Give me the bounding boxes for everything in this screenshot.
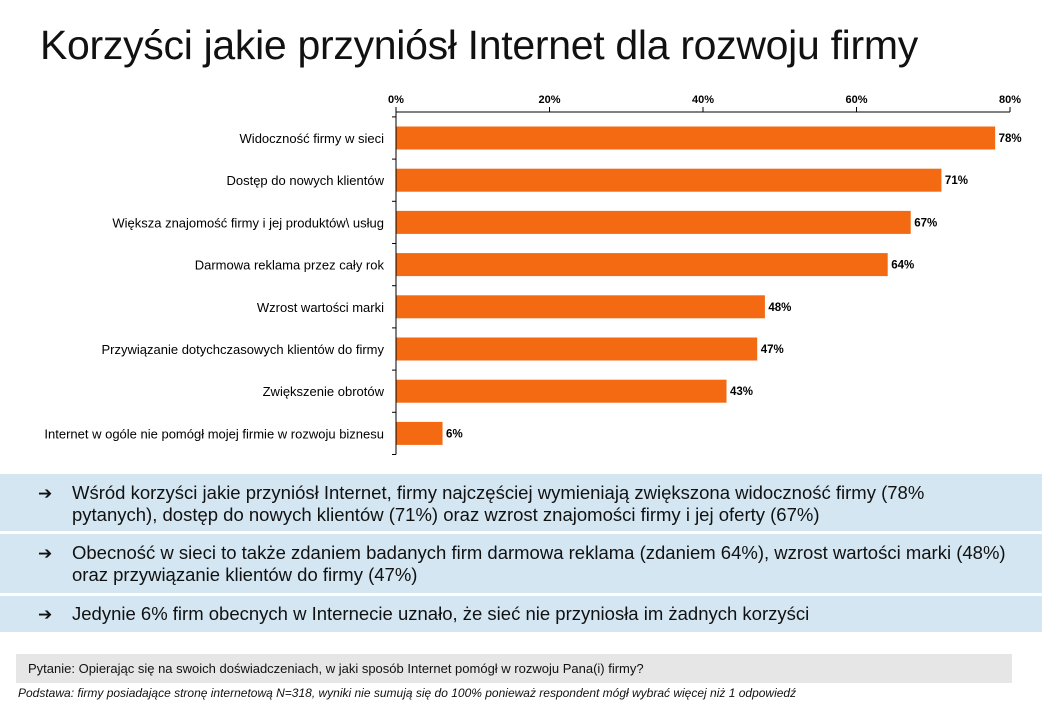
- arrow-right-icon: ➔: [38, 605, 53, 624]
- finding-box-3: [0, 596, 1042, 632]
- category-label: Wzrost wartości marki: [256, 299, 384, 315]
- bar-chart: [0, 85, 1042, 465]
- bar: [397, 295, 765, 318]
- base-note: Podstawa: firmy posiadające stronę internetową N=318, wyniki nie sumują się do 100% ponieważ respondent mógł wybrać więcej niż 1 odpowiedź: [18, 686, 797, 700]
- bar: [397, 211, 911, 234]
- survey-question: Pytanie: Opierając się na swoich doświadczeniach, w jaki sposób Internet pomógł w rozwoju Pana(i) firmy?: [28, 661, 644, 676]
- bar: [397, 253, 888, 276]
- category-label: Dostęp do nowych klientów: [226, 173, 384, 189]
- data-label: 78%: [998, 133, 1022, 145]
- finding-box-2: [0, 534, 1042, 593]
- bar: [397, 380, 727, 403]
- x-tick-label: 80%: [998, 94, 1022, 106]
- data-label: 43%: [730, 386, 754, 399]
- finding-box-1: [0, 474, 1042, 531]
- bar: [397, 169, 942, 192]
- category-label: Darmowa reklama przez cały rok: [194, 257, 384, 273]
- x-tick-label: 0%: [388, 94, 404, 106]
- x-tick-label: 40%: [691, 94, 715, 106]
- data-label: 71%: [944, 175, 968, 188]
- x-tick-label: 60%: [845, 94, 868, 106]
- bar: [397, 127, 996, 150]
- category-label: Przywiązanie dotychczasowych klientów do firmy: [101, 342, 384, 357]
- arrow-right-icon: ➔: [38, 544, 53, 563]
- data-label: 48%: [768, 301, 792, 314]
- finding-text-1: Wśród korzyści jakie przyniósł Internet, firmy najczęściej wymieniają zwiększona widoczność firmy (78% pytanych), dostęp do nowych klientów (71%) oraz wzrost znajomości firmy i jej oferty (67%): [72, 482, 925, 525]
- data-label: 6%: [446, 428, 463, 441]
- category-label: Widoczność firmy w sieci: [239, 131, 384, 146]
- bar: [397, 422, 443, 445]
- category-label: Zwiększenie obrotów: [262, 384, 384, 400]
- finding-text-2: Obecność w sieci to także zdaniem badanych firm darmowa reklama (zdaniem 64%), wzrost wartości marki (48%) oraz przywiązanie klientów do firmy (47%): [72, 542, 1006, 585]
- bar: [397, 338, 758, 361]
- data-label: 67%: [914, 217, 938, 230]
- question-box: [16, 654, 1012, 683]
- x-tick-label: 20%: [538, 94, 561, 106]
- data-label: 47%: [760, 344, 784, 356]
- arrow-right-icon: ➔: [38, 484, 53, 503]
- category-label: Większa znajomość firmy i jej produktów\ usług: [112, 215, 384, 231]
- data-label: 64%: [891, 259, 915, 272]
- finding-text-3: Jedynie 6% firm obecnych w Internecie uznało, że sieć nie przyniosła im żadnych korzyści: [72, 603, 810, 624]
- page-title: Korzyści jakie przyniósł Internet dla rozwoju firmy: [40, 22, 918, 68]
- category-label: Internet w ogóle nie pomógł mojej firmie w rozwoju biznesu: [44, 426, 384, 442]
